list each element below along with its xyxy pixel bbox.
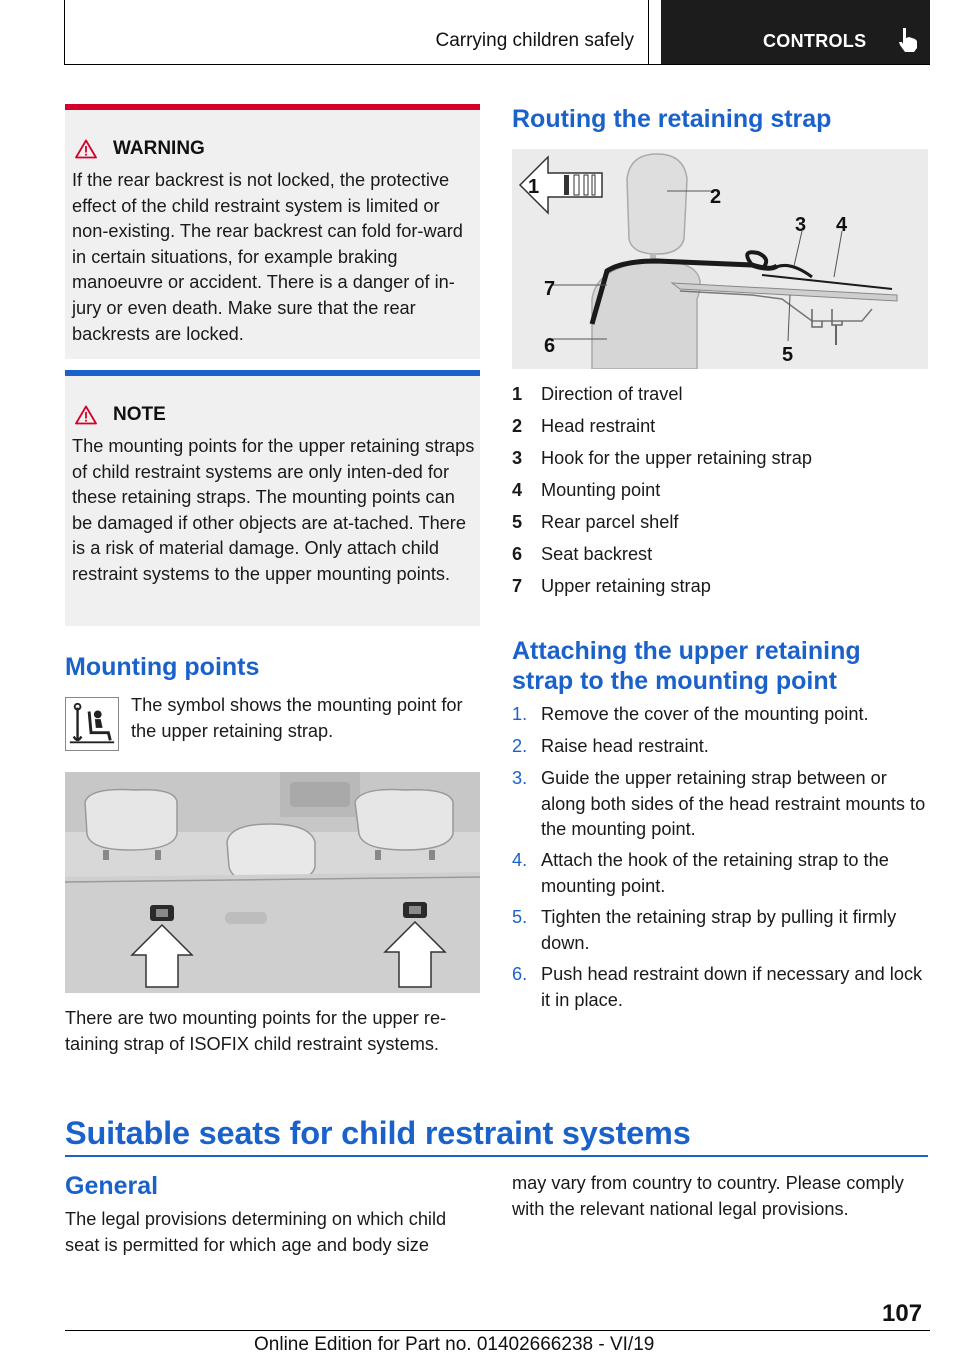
isofix-tether-symbol-icon [65, 697, 119, 751]
symbol-description: The symbol shows the mounting point for the upper retaining strap. [131, 695, 463, 741]
callout-3: 3 [795, 214, 807, 236]
callout-7: 7 [544, 278, 556, 300]
hand-pointer-icon [896, 26, 920, 54]
footer-edition: Online Edition for Part no. 01402666238 - VI/19 [254, 1334, 655, 1355]
heading-rule [65, 1155, 928, 1157]
footer-rule [65, 1330, 930, 1331]
note-text: The mounting points for the upper retaining straps of child restraint systems are only inten-ded for these retaining straps. The mounting points can be damaged if other objects are at-tached. There is a risk of material damage. Only attach child restraint systems to the upper mounting points. [72, 436, 475, 584]
attaching-heading: Attaching the upper retaining strap to the mounting point [512, 637, 861, 695]
general-text-left: The legal provisions determining on which child seat is permitted for which age and body size [65, 1209, 447, 1255]
note-triangle-icon [75, 405, 97, 425]
section-title: Carrying children safely [435, 30, 634, 51]
rear-shelf-photo [65, 772, 480, 993]
page-number: 107 [882, 1300, 923, 1327]
header-rule [64, 64, 930, 65]
callout-6: 6 [544, 335, 556, 357]
header-section [64, 0, 649, 65]
mounting-points-caption: There are two mounting points for the upper re-taining strap of ISOFIX child restraint systems. [65, 1008, 447, 1054]
mounting-points-heading: Mounting points [65, 653, 260, 681]
strap-routing-diagram [512, 149, 928, 369]
warning-box [65, 104, 480, 359]
callout-4: 4 [836, 214, 848, 236]
chapter-tab[interactable] [661, 0, 930, 65]
callout-5: 5 [782, 344, 794, 366]
callout-2: 2 [710, 186, 722, 208]
warning-label: WARNING [113, 138, 205, 159]
routing-heading: Routing the retaining strap [512, 105, 832, 133]
callout-1: 1 [528, 176, 540, 198]
suitable-seats-heading: Suitable seats for child restraint systems [65, 1115, 691, 1151]
note-box [65, 370, 480, 626]
note-label: NOTE [113, 404, 166, 425]
chapter-title: CONTROLS [763, 31, 867, 51]
warning-triangle-icon [75, 139, 97, 159]
general-text-right: may vary from country to country. Please comply with the relevant national legal provisions. [512, 1173, 904, 1219]
warning-text: If the rear backrest is not locked, the protective effect of the child restraint system is limited or non-existing. The rear backrest can fold for-ward in certain situations, for example braking manoeuvre or accident. There is a danger of in-jury or even death. Make sure that the rear backrests are locked. [72, 170, 463, 344]
general-heading: General [65, 1172, 159, 1200]
